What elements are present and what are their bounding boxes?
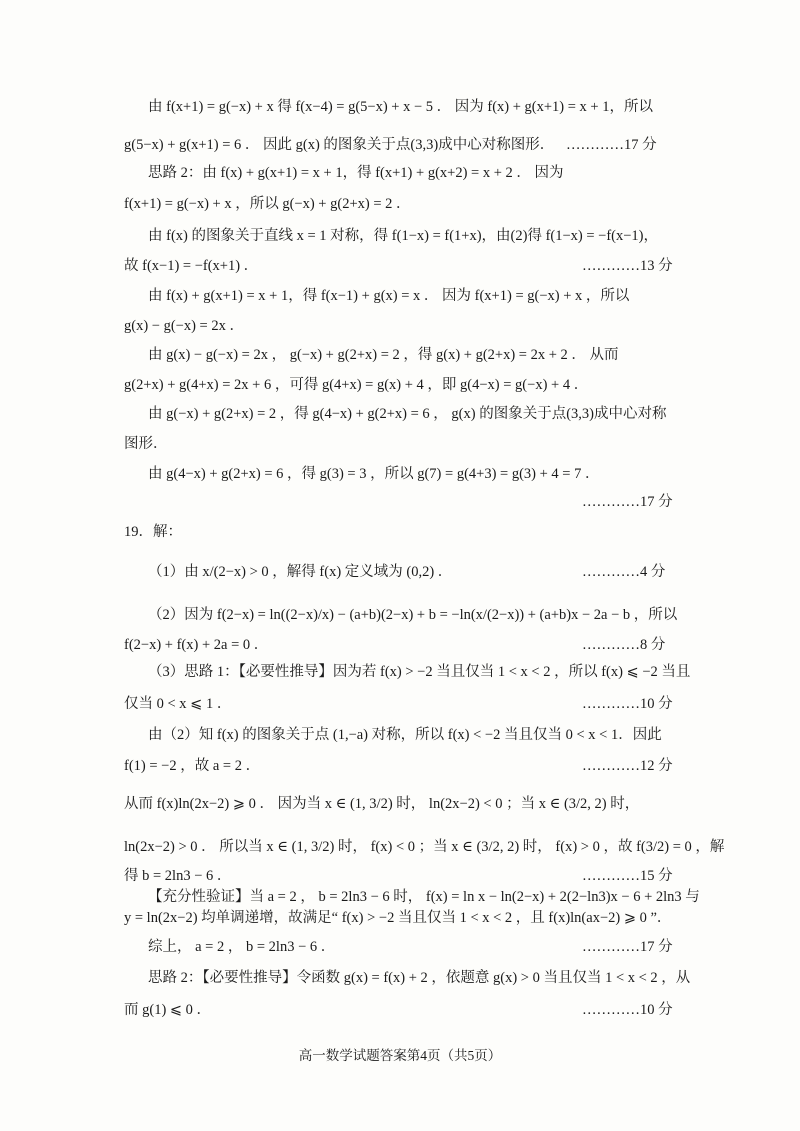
score-marker: …………4 分 xyxy=(582,564,666,580)
text-line: g(x) − g(−x) = 2x ． xyxy=(124,318,244,334)
text-line: 而 g(1) ⩽ 0 ． xyxy=(124,1002,212,1018)
text-line: 由（2）知 f(x) 的图象关于点 (1,−a) 对称，所以 f(x) < −2 当且仅当 0 < x < 1．因此 xyxy=(148,727,662,743)
text-line: g(2+x) + g(4+x) = 2x + 6 ，可得 g(4+x) = g(x) + 4 ，即 g(4−x) = g(−x) + 4 ． xyxy=(124,377,589,393)
page-footer: 高一数学试题答案第4页（共5页） xyxy=(298,1048,502,1063)
text-line: （1）由 x/(2−x) > 0 ，解得 f(x) 定义域为 (0,2) ． xyxy=(148,564,453,580)
text-line: 从而 f(x)ln(2x−2) ⩾ 0 ． 因为当 x ∈ (1, 3/2) 时， ln(2x−2) < 0 ；当 x ∈ (3/2, 2) 时， xyxy=(124,796,640,812)
text-line: （2）因为 f(2−x) = ln((2−x)/x) − (a+b)(2−x) + b = −ln(x/(2−x)) + (a+b)x − 2a − b ，所以 xyxy=(148,607,678,623)
text-line: 【充分性验证】当 a = 2 ， b = 2ln3 − 6 时， f(x) = ln x − ln(2−x) + 2(2−ln3)x − 6 + 2ln3 与 xyxy=(148,889,700,905)
score-marker: …………10 分 xyxy=(582,1002,673,1018)
text-line: 综上， a = 2 ， b = 2ln3 − 6 ． xyxy=(148,939,336,955)
score-marker: …………17 分 xyxy=(566,137,657,153)
text-line: 得 b = 2ln3 − 6 ． xyxy=(124,868,232,884)
text-line: 由 g(4−x) + g(2+x) = 6 ，得 g(3) = 3 ，所以 g(7) = g(4+3) = g(3) + 4 = 7 ． xyxy=(148,466,600,482)
text-line: 由 f(x) + g(x+1) = x + 1，得 f(x−1) + g(x) = x ． 因为 f(x+1) = g(−x) + x ，所以 xyxy=(148,288,630,304)
text-line: 由 f(x+1) = g(−x) + x 得 f(x−4) = g(5−x) + x − 5 ． 因为 f(x) + g(x+1) = x + 1，所以 xyxy=(148,99,653,115)
text-line: 由 g(−x) + g(2+x) = 2 ，得 g(4−x) + g(2+x) = 6 ， g(x) 的图象关于点(3,3)成中心对称 xyxy=(148,406,667,422)
score-marker: …………8 分 xyxy=(582,637,666,653)
score-marker: …………15 分 xyxy=(582,868,673,884)
text-line: ln(2x−2) > 0 ． 所以当 x ∈ (1, 3/2) 时， f(x) < 0 ；当 x ∈ (3/2, 2) 时， f(x) > 0 ，故 f(3/2) = 0 ，解 xyxy=(124,839,725,855)
text-line: 由 f(x) 的图象关于直线 x = 1 对称，得 f(1−x) = f(1+x)，由(2)得 f(1−x) = −f(x−1)， xyxy=(148,228,659,244)
text-line: 思路 2：【必要性推导】令函数 g(x) = f(x) + 2 ，依题意 g(x) > 0 当且仅当 1 < x < 2 ，从 xyxy=(148,970,691,986)
score-marker: …………17 分 xyxy=(582,939,673,955)
text-line: f(x+1) = g(−x) + x ，所以 g(−x) + g(2+x) = 2 ． xyxy=(124,196,411,212)
score-marker: …………12 分 xyxy=(582,758,673,774)
text-line: 仅当 0 < x ⩽ 1 ． xyxy=(124,696,232,712)
text-line: 19．解： xyxy=(124,524,182,540)
text-line: f(1) = −2 ，故 a = 2 ． xyxy=(124,758,261,774)
text-line: y = ln(2x−2) 均单调递增，故满足“ f(x) > −2 当且仅当 1 < x < 2 ，且 f(x)ln(ax−2) ⩾ 0 ”． xyxy=(124,910,672,926)
score-marker: …………17 分 xyxy=(582,494,673,510)
score-marker: …………13 分 xyxy=(582,258,673,274)
text-line: （3）思路 1：【必要性推导】因为若 f(x) > −2 当且仅当 1 < x < 2 ，所以 f(x) ⩽ −2 当且 xyxy=(148,664,691,680)
text-line: 由 g(x) − g(−x) = 2x ， g(−x) + g(2+x) = 2 ，得 g(x) + g(2+x) = 2x + 2 ． 从而 xyxy=(148,347,619,363)
text-line: 图形． xyxy=(124,436,168,452)
text-line: 故 f(x−1) = −f(x+1) ． xyxy=(124,258,259,274)
text-line: g(5−x) + g(x+1) = 6 ． 因此 g(x) 的图象关于点(3,3)成中心对称图形． xyxy=(124,137,555,153)
score-marker: …………10 分 xyxy=(582,696,673,712)
text-line: f(2−x) + f(x) + 2a = 0 ． xyxy=(124,637,269,653)
text-line: 思路 2：由 f(x) + g(x+1) = x + 1，得 f(x+1) + g(x+2) = x + 2 ． 因为 xyxy=(148,165,564,181)
